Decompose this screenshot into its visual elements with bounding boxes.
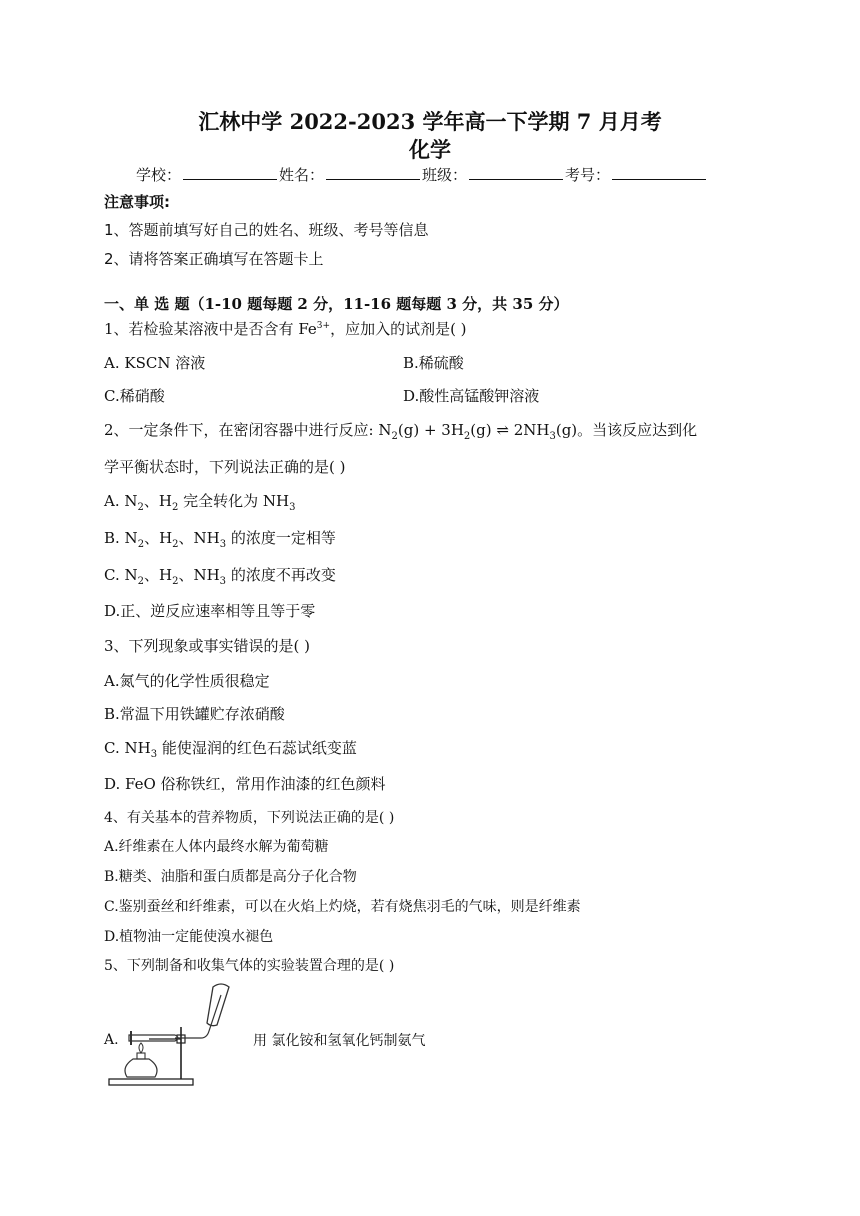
question-2-stem-line2: 学平衡状态时，下列说法正确的是( ) <box>104 458 346 476</box>
notes-heading: 注意事项: <box>104 193 170 211</box>
exam-number-label: 考号： <box>565 166 611 184</box>
subject-title: 化学 <box>409 137 451 162</box>
note-item: 1、答题前填写好自己的姓名、班级、考号等信息 <box>104 221 429 239</box>
question-2-option-c: C. $N_2$、$H_2$、$NH_3$ 的浓度不再改变 <box>104 566 336 587</box>
question-4-option-a: A.纤维素在人体内最终水解为葡萄糖 <box>104 839 329 855</box>
note-item: 2、请将答案正确填写在答题卡上 <box>104 250 324 268</box>
question-3-option-d: D. FeO 俗称铁红，常用作油漆的红色颜料 <box>104 775 386 793</box>
stand-base <box>109 1079 193 1085</box>
question-4-option-c: C.鉴别蚕丝和纤维素，可以在火焰上灼烧，若有烧焦羽毛的气味，则是纤维素 <box>104 899 581 915</box>
school-label: 学校： <box>136 166 182 184</box>
question-3-option-c: C. $NH_3$ 能使湿润的红色石蕊试纸变蓝 <box>104 739 357 760</box>
question-5-stem: 5、下列制备和收集气体的实验装置合理的是( ) <box>104 958 395 974</box>
question-1-option-d: D.酸性高锰酸钾溶液 <box>403 387 540 405</box>
name-label: 姓名： <box>279 166 325 184</box>
info-fields <box>136 164 708 185</box>
question-3-option-b: B.常温下用铁罐贮存浓硝酸 <box>104 705 285 723</box>
question-1-stem: 1、若检验某溶液中是否含有 $Fe^{3+}$，应加入的试剂是( ) <box>104 320 467 338</box>
question-4-option-b: B.糖类、油脂和蛋白质都是高分子化合物 <box>104 869 357 885</box>
flame <box>139 1043 143 1053</box>
test-tube <box>129 1035 178 1041</box>
question-3-stem: 3、下列现象或事实错误的是( ) <box>104 637 311 655</box>
question-5-option-a-label: A. <box>104 1032 119 1048</box>
question-1-option-c: C.稀硝酸 <box>104 387 165 405</box>
exam-title: 汇林中学 2022-2023 学年高一下学期 7 月月考 <box>198 109 662 134</box>
exam-number-blank <box>612 165 706 180</box>
alcohol-lamp <box>125 1059 157 1077</box>
question-5-option-a-text: 用 氯化铵和氢氧化钙制氨气 <box>253 1033 426 1049</box>
question-4-stem: 4、有关基本的营养物质，下列说法正确的是( ) <box>104 810 395 826</box>
question-2-stem: 2、一定条件下，在密闭容器中进行反应: $N_2(g) + 3H_2(g)$ ⇌ $2NH_3(g)$。当该反应达到化 <box>104 421 698 442</box>
question-2-option-b: B. $N_2$、$H_2$、$NH_3$ 的浓度一定相等 <box>104 529 336 550</box>
name-blank <box>326 165 420 180</box>
school-blank <box>183 165 277 180</box>
question-3-option-a: A.氮气的化学性质很稳定 <box>104 672 270 690</box>
class-label: 班级： <box>422 166 468 184</box>
section-heading: 一、单 选 题（1-10 题每题 2 分，11-16 题每题 3 分，共 35 分） <box>104 295 569 313</box>
question-1-option-a: A. KSCN 溶液 <box>104 354 206 372</box>
apparatus-illustration <box>105 983 245 1093</box>
delivery-tube <box>175 995 221 1038</box>
question-2-option-a: A. $N_2$、$H_2$ 完全转化为 $NH_3$ <box>104 492 296 513</box>
question-1-option-b: B.稀硫酸 <box>403 354 464 372</box>
question-2-option-d: D.正、逆反应速率相等且等于零 <box>104 602 316 620</box>
question-4-option-d: D.植物油一定能使溴水褪色 <box>104 929 274 945</box>
class-blank <box>469 165 563 180</box>
